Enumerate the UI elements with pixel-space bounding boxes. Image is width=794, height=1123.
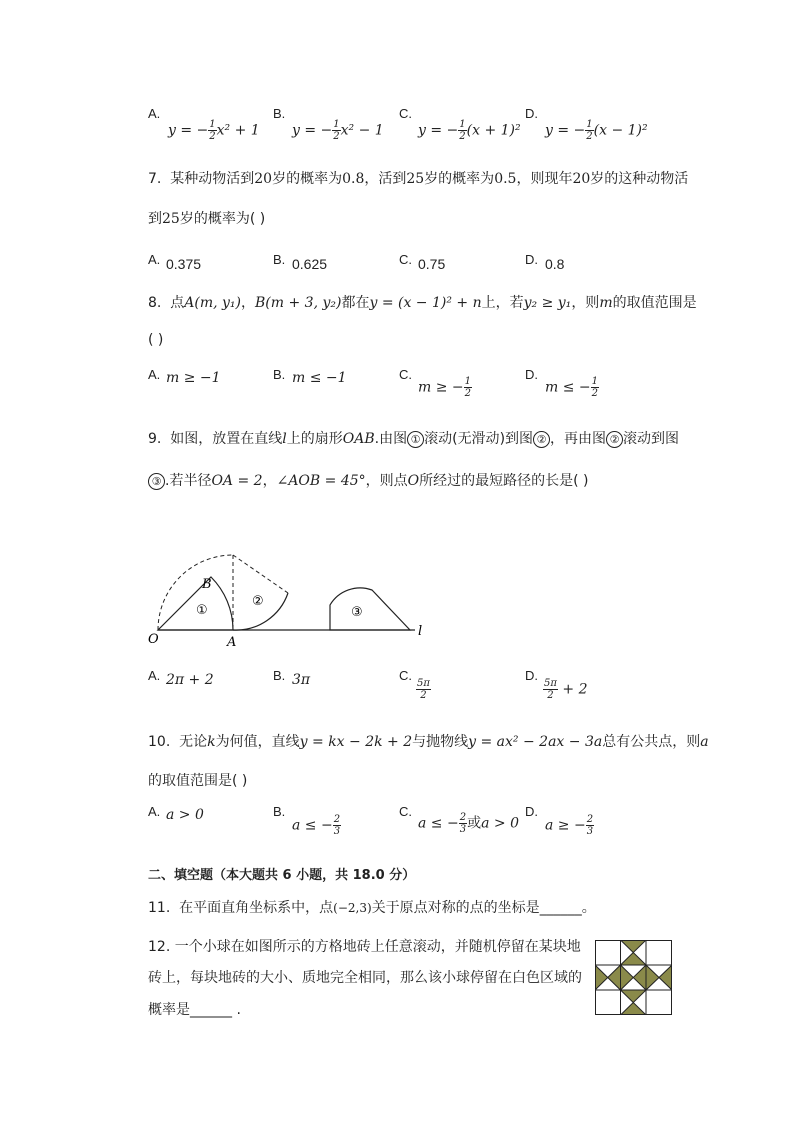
dark-triangle	[646, 965, 659, 990]
q7-option-b-label: B.	[273, 252, 286, 267]
circled-2: ②	[533, 431, 550, 448]
q11-text: 在平面直角坐标系中，点	[179, 900, 334, 916]
q6-option-a: y = − $\frac{1}{2}$ x² + 1	[168, 119, 260, 142]
q10-math: y = ax² − 2ax − 3a	[468, 734, 603, 750]
q9-text: ，再由图	[550, 431, 607, 447]
q10-text: 无论	[179, 734, 208, 750]
section-2-title: 二、填空题（本大题共 6 小题，共 18.0 分）	[148, 868, 416, 883]
q7-option-d-label: D.	[525, 252, 538, 267]
q8-math: A(m, y₁)	[184, 295, 241, 311]
q7-number: 7.	[148, 171, 162, 187]
q7-text: 岁的概率为( )	[179, 211, 266, 227]
label-B: B	[202, 577, 212, 592]
q10-stem-line1	[148, 731, 709, 751]
q12-line2: 砖上，每块地砖的大小、质地完全相同，那么该小球停留在白色区域的	[148, 970, 582, 986]
q8-math: y₂ ≥ y₁	[523, 295, 572, 311]
circled-2: ②	[606, 431, 623, 448]
q12-line1: 12. 一个小球在如图所示的方格地砖上任意滚动，并随机停留在某块地	[148, 939, 581, 955]
q8-option-b: m ≤ −1	[292, 370, 347, 386]
q7-text: 岁的这种动物活	[590, 171, 689, 187]
q7-stem-line1	[148, 168, 688, 188]
q8-text: 上，若	[481, 295, 524, 311]
q7-option-b: 0.625	[292, 256, 328, 272]
q10-math: y = kx − 2k + 2	[299, 734, 413, 750]
q10-option-b-label: B.	[273, 804, 286, 819]
q10-math: k	[207, 734, 216, 750]
q9-number: 9.	[148, 431, 162, 447]
dark-triangle	[608, 965, 621, 990]
q10-number: 10.	[148, 734, 171, 750]
q7-text: 到	[148, 211, 162, 227]
q11-text: 关于原点对称的点的坐标是	[371, 900, 540, 916]
q7-value: 20	[572, 171, 591, 187]
q9-sector-figure	[140, 550, 440, 650]
circled-1: ①	[407, 431, 424, 448]
q8-math: B(m + 3, y₂)	[255, 295, 342, 311]
q9-option-a: 2π + 2	[166, 672, 214, 688]
q6-option-d-label: D.	[525, 106, 538, 121]
q9-text: 滚动到图	[623, 431, 680, 447]
q8-option-d: m ≤ − $\frac{1}{2}$	[545, 376, 599, 399]
q8-stem-line2: ( )	[148, 332, 164, 348]
q6-option-b: y = − $\frac{1}{2}$ x² − 1	[292, 119, 384, 142]
q10-text: 为何值，直线	[215, 734, 300, 750]
q10-text: 与抛物线	[412, 734, 469, 750]
q10-stem-line2: 的取值范围是( )	[148, 773, 248, 789]
q9-text: )	[499, 431, 506, 447]
q9-text: .若半径	[165, 473, 212, 489]
q8-stem-line1	[148, 292, 697, 312]
q7-stem-line2	[148, 208, 265, 228]
q8-math: m	[599, 295, 613, 311]
q9-text: .由图	[374, 431, 408, 447]
q8-number: 8.	[148, 295, 162, 311]
q11-blank[interactable]: ______	[539, 900, 582, 916]
label-O: O	[148, 632, 159, 647]
q10-option-d: a ≥ − $\frac{2}{3}$	[545, 814, 594, 837]
q10-option-a-label: A.	[148, 804, 161, 819]
q9-text: 上的扇形	[286, 431, 343, 447]
q9-text: ，	[262, 473, 277, 489]
q12-line3[interactable]: 概率是______ .	[148, 1002, 241, 1018]
q10-option-d-label: D.	[525, 804, 538, 819]
dashed-radius-2	[233, 555, 288, 593]
q7-value: 0.5	[494, 171, 517, 187]
q7-text: 岁的概率为	[424, 171, 495, 187]
q10-option-a: a > 0	[166, 807, 204, 823]
q9-text: ，则点	[365, 473, 408, 489]
q11-stem	[148, 897, 596, 917]
q8-text: ，则	[571, 295, 600, 311]
q7-option-c-label: C.	[399, 252, 412, 267]
q9-math: OA = 2	[211, 473, 263, 489]
q8-option-b-label: B.	[273, 367, 286, 382]
q9-option-c-label: C.	[399, 668, 412, 683]
q6-option-a-label: A.	[148, 106, 161, 121]
dark-triangle	[621, 990, 647, 1003]
q10-option-c: a ≤ − $\frac{2}{3}$ 或a > 0	[418, 812, 519, 835]
label-s2: ②	[252, 594, 264, 609]
circled-3: ③	[148, 473, 165, 490]
q9-text: 所经过的最短路径的长是( )	[419, 473, 589, 489]
label-A: A	[227, 635, 237, 650]
q9-math: OAB	[342, 431, 375, 447]
sector-3	[330, 588, 410, 630]
q8-option-a: m ≥ −1	[166, 370, 221, 386]
q7-value: 0.8	[342, 171, 365, 187]
dark-triangle	[659, 965, 672, 990]
q9-option-d: $\frac{5\pi}{2}$ + 2	[544, 678, 588, 701]
q8-math: y = (x − 1)² + n	[369, 295, 482, 311]
q8-text: 都在	[341, 295, 370, 311]
q9-text: (	[452, 431, 458, 447]
q9-text: 到图	[505, 431, 534, 447]
dark-triangle	[595, 965, 608, 990]
q7-option-a: 0.375	[166, 256, 202, 272]
q8-text: ，	[241, 295, 255, 311]
q9-option-d-label: D.	[525, 668, 538, 683]
dark-triangle	[621, 965, 634, 990]
dark-triangle	[621, 940, 647, 953]
label-s1: ①	[196, 603, 208, 618]
q9-option-c: $\frac{5\pi}{2}$	[417, 678, 430, 701]
q8-option-c: m ≥ − $\frac{1}{2}$	[418, 376, 472, 399]
q8-text: 的取值范围是	[612, 295, 697, 311]
q9-option-b-label: B.	[273, 668, 286, 683]
q10-option-b: a ≤ − $\frac{2}{3}$	[292, 814, 341, 837]
label-s3: ③	[351, 605, 363, 620]
q9-math: l	[282, 431, 287, 447]
q9-math: ∠AOB = 45°	[276, 473, 366, 489]
q11-number: 11.	[148, 900, 171, 916]
q7-text: ，活到	[364, 171, 407, 187]
q8-option-d-label: D.	[525, 367, 538, 382]
q7-option-a-label: A.	[148, 252, 161, 267]
dark-triangle	[633, 965, 646, 990]
q9-text: 滚动	[424, 431, 453, 447]
q9-text: 如图，放置在直线	[170, 431, 283, 447]
q8-text: 点	[170, 295, 185, 311]
dark-triangle	[621, 953, 647, 966]
q11-math: (−2,3)	[333, 901, 372, 915]
q6-option-c-label: C.	[399, 106, 412, 121]
q7-text: 岁的概率为	[272, 171, 343, 187]
q7-text: ，则现年	[516, 171, 573, 187]
q9-option-a-label: A.	[148, 668, 161, 683]
q7-option-c: 0.75	[418, 256, 446, 272]
q6-option-d: y = − $\frac{1}{2}$ (x − 1)²	[545, 119, 648, 142]
dark-triangle	[621, 1003, 647, 1016]
q10-option-c-label: C.	[399, 804, 412, 819]
q8-option-c-label: C.	[399, 367, 412, 382]
q6-option-c: y = − $\frac{1}{2}$ (x + 1)²	[418, 119, 521, 142]
q6-option-b-label: B.	[273, 106, 286, 121]
q12-tile-grid	[595, 940, 672, 1015]
q7-option-d: 0.8	[545, 256, 565, 272]
q9-stem-line2	[148, 470, 589, 490]
q7-text: 某种动物活到	[170, 171, 255, 187]
q8-option-a-label: A.	[148, 367, 161, 382]
q9-text: 无滑动	[457, 431, 500, 447]
q9-option-b: 3π	[292, 672, 311, 688]
label-l: l	[418, 624, 423, 639]
q10-math: a	[700, 734, 709, 750]
q9-math: O	[407, 473, 420, 489]
q7-value: 25	[162, 211, 180, 227]
q11-text: 。	[581, 900, 596, 916]
q7-value: 25	[406, 171, 425, 187]
q7-value: 20	[254, 171, 273, 187]
q10-text: 总有公共点，则	[602, 734, 701, 750]
q9-stem-line1	[148, 428, 679, 448]
